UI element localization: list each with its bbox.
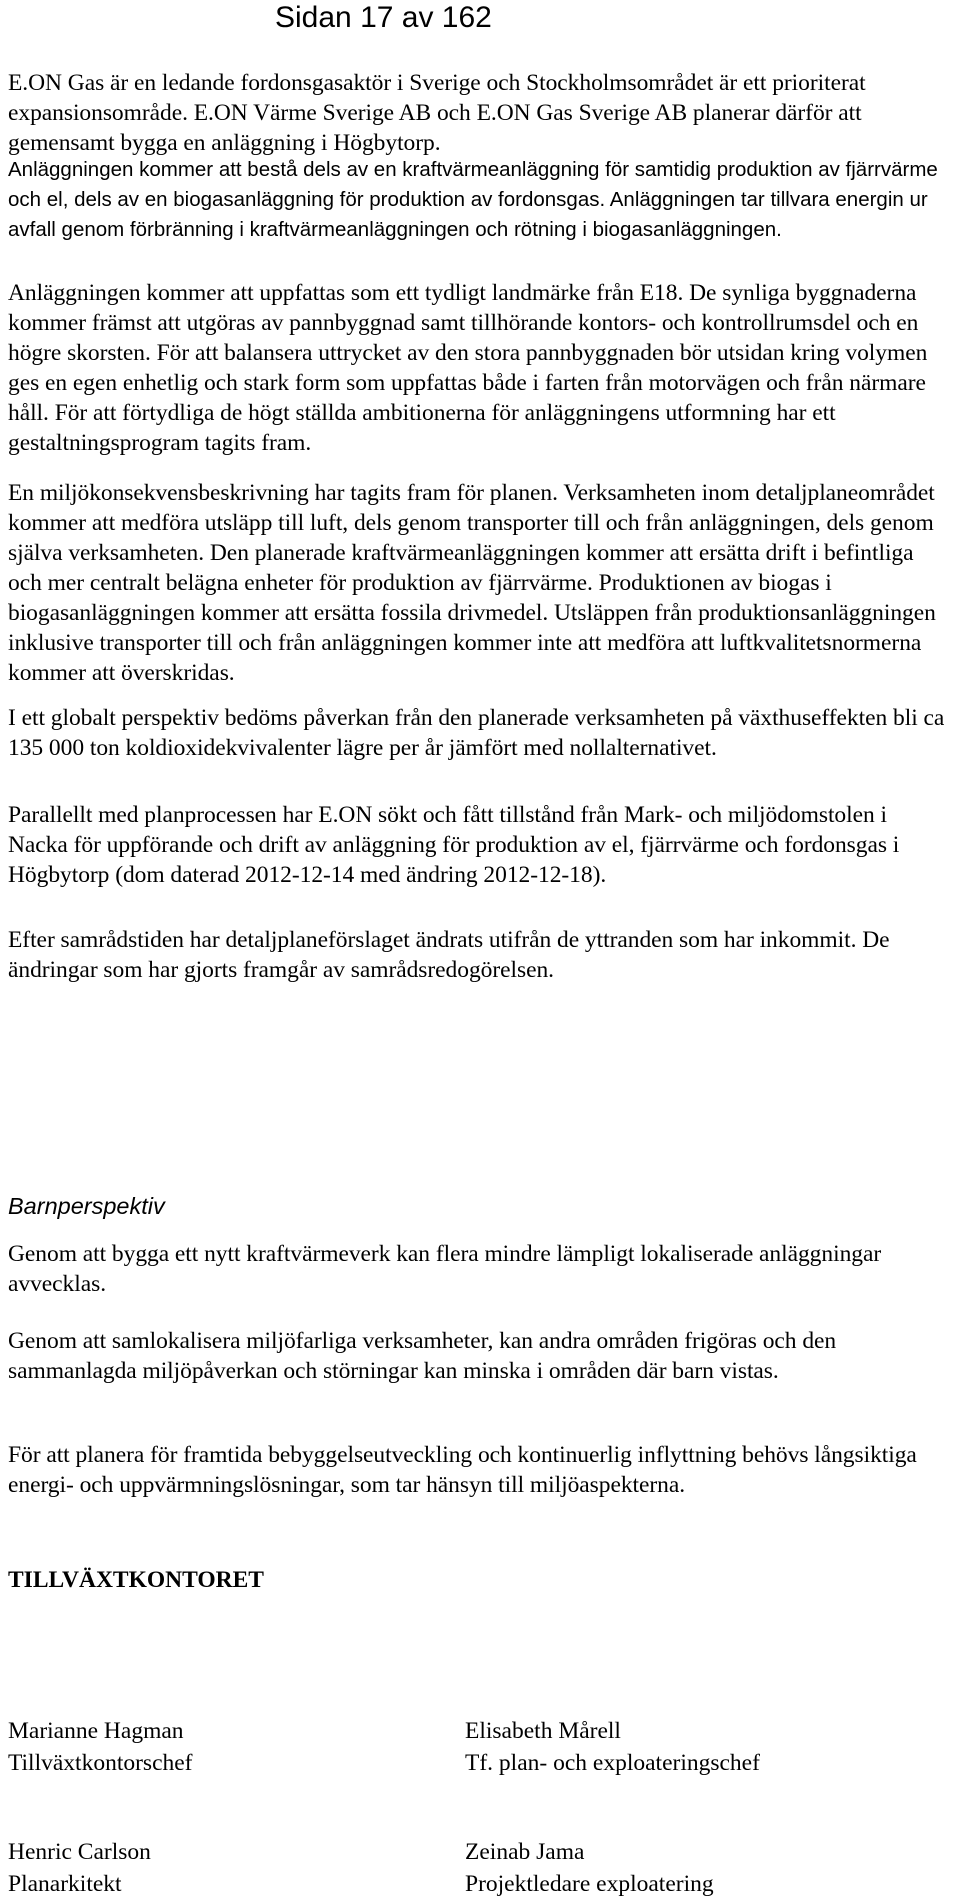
signature-title: Tf. plan- och exploateringschef <box>465 1750 760 1776</box>
signature-block <box>8 1836 151 1900</box>
signature-title: Planarkitekt <box>8 1871 122 1897</box>
signature-name: Marianne Hagman <box>8 1718 184 1744</box>
signature-title: Tillväxtkontorschef <box>8 1750 193 1776</box>
signature-name: Henric Carlson <box>8 1839 151 1865</box>
signature-title: Projektledare exploatering <box>465 1871 714 1897</box>
signature-block <box>8 1715 193 1779</box>
page-number-header: Sidan 17 av 162 <box>275 1 492 34</box>
paragraph-parallel-process: Parallellt med planprocessen har E.ON sökt och fått tillstånd från Mark- och miljödomstolen i Nacka för uppförande och drift av anläggning för produktion av el, fjärrvärme och fordonsgas i Högbytorp (dom daterad 2012-12-14 med ändring 2012-12-18). <box>8 802 900 888</box>
signature-block <box>465 1715 760 1779</box>
paragraph-mkb: En miljökonsekvensbeskrivning har tagits fram för planen. Verksamheten inom detaljplaneområdet kommer att medföra utsläpp till luft, dels genom transporter till och från anläggningen, dels genom själva verksamheten. Den planerade kraftvärmeanläggningen kommer att ersätta drift i befintliga och mer centralt belägna enheter för produktion av fjärrvärme. Produktionen av biogas i biogasanläggningen kommer att ersätta fossila drivmedel. Utsläppen från produktionsanläggningen inklusive transporter till och från anläggningen kommer inte att medföra att luftkvalitetsnormerna kommer att överskridas. <box>8 480 936 686</box>
signature-name: Zeinab Jama <box>465 1839 585 1865</box>
paragraph-anlaggning-description: Anläggningen kommer att bestå dels av en kraftvärmeanläggning för samtidig produktion av fjärrvärme och el, dels av en biogasanläggning för produktion av fordonsgas. Anläggningen tar tillvara energin ur avfall genom förbränning i kraftvärmeanläggningen och rötning i biogasanläggningen. <box>8 158 938 241</box>
paragraph-eon-intro: E.ON Gas är en ledande fordonsgasaktör i Sverige och Stockholmsområdet är ett prioriterat expansionsområde. E.ON Värme Sverige AB och E.ON Gas Sverige AB planerar därför att gemensamt bygga en anläggning i Högbytorp. <box>8 70 866 156</box>
paragraph-after-samrad: Efter samrådstiden har detaljplaneförslaget ändrats utifrån de yttranden som har inkommit. De ändringar som har gjorts framgår av samrådsredogörelsen. <box>8 927 890 983</box>
signature-name: Elisabeth Mårell <box>465 1718 621 1744</box>
office-heading: TILLVÄXTKONTORET <box>8 1567 264 1593</box>
signature-block <box>465 1836 714 1900</box>
paragraph-barn-1: Genom att bygga ett nytt kraftvärmeverk kan flera mindre lämpligt lokaliserade anläggningar avvecklas. <box>8 1241 882 1297</box>
paragraph-landmark: Anläggningen kommer att uppfattas som ett tydligt landmärke från E18. De synliga byggnaderna kommer främst att utgöras av pannbyggnad samt tillhörande kontors- och kontrollrumsdel och en högre skorsten. För att balansera uttrycket av den stora pannbyggnaden bör utsidan kring volymen ges en egen enhetlig och stark form som uppfattas både i farten från motorvägen och från närmare håll. För att förtydliga de högt ställda ambitionerna för anläggningens utformning har ett gestaltningsprogram tagits fram. <box>8 280 928 456</box>
section-heading-barnperspektiv: Barnperspektiv <box>8 1193 165 1219</box>
paragraph-barn-3: För att planera för framtida bebyggelseutveckling och kontinuerlig inflyttning behövs långsiktiga energi- och uppvärmningslösningar, som tar hänsyn till miljöaspekterna. <box>8 1442 917 1498</box>
paragraph-global-perspective: I ett globalt perspektiv bedöms påverkan från den planerade verksamheten på växthuseffekten bli ca 135 000 ton koldioxidekvivalenter lägre per år jämfört med nollalternativet. <box>8 705 945 761</box>
paragraph-barn-2: Genom att samlokalisera miljöfarliga verksamheter, kan andra områden frigöras och den sammanlagda miljöpåverkan och störningar kan minska i områden där barn vistas. <box>8 1328 837 1384</box>
